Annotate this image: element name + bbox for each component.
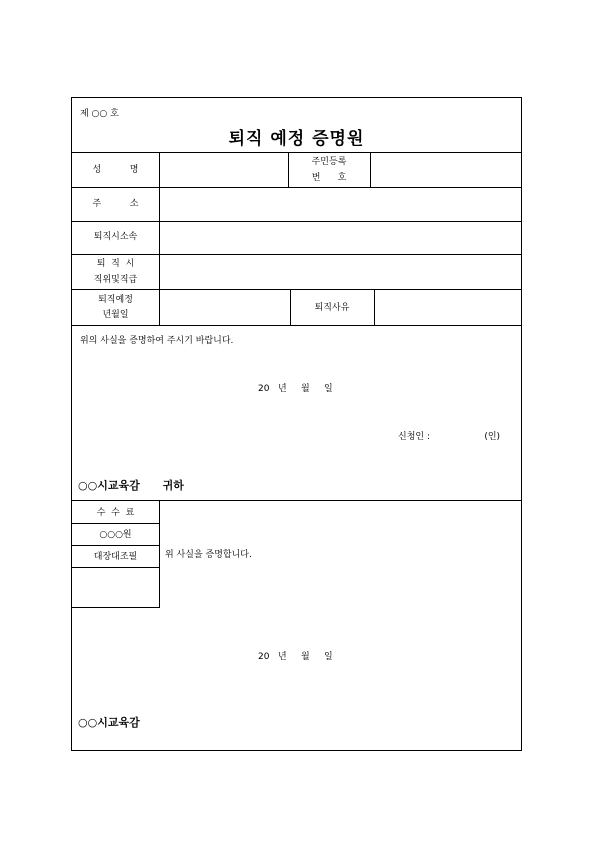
row-divider: [72, 325, 521, 326]
address-field[interactable]: [160, 188, 521, 220]
affiliation-field[interactable]: [160, 222, 521, 253]
resident-number-label-line1: 주민등록: [311, 157, 347, 167]
fee-row-divider: [72, 545, 159, 546]
retirement-date-label-line2: 년월일: [102, 310, 129, 320]
fee-box-divider: [159, 500, 160, 607]
retirement-reason-label: 퇴직사유: [314, 303, 350, 313]
ledger-check-label: 대장대조필: [93, 552, 138, 562]
fee-label: 수 수 료: [96, 508, 135, 518]
position-label-line2: 직위및직급: [93, 275, 138, 285]
affiliation-label: 퇴직시소속: [93, 232, 138, 242]
fee-row-divider: [72, 523, 159, 524]
retirement-date-field[interactable]: [160, 290, 289, 324]
request-date: 20 년 월 일: [258, 384, 333, 394]
issuer-line: ○○시교육감: [78, 716, 140, 729]
certification-date: 20 년 월 일: [258, 652, 333, 662]
certification-statement: 위 사실을 증명합니다.: [165, 550, 252, 560]
document-number: 제 ○○ 호: [80, 109, 119, 119]
certificate-form: [71, 97, 522, 751]
fee-value: ○○○원: [99, 530, 132, 540]
position-label-line1: 퇴 직 시: [96, 259, 135, 269]
recipient-line: ○○시교육감 귀하: [78, 479, 184, 492]
ledger-check-stamp-field[interactable]: [73, 568, 158, 606]
resident-number-field[interactable]: [371, 153, 521, 186]
retirement-reason-field[interactable]: [375, 290, 521, 324]
position-field[interactable]: [160, 255, 521, 288]
request-statement: 위의 사실을 증명하여 주시기 바랍니다.: [80, 336, 234, 346]
resident-number-label-line2: 번 호: [311, 173, 347, 183]
retirement-date-label-line1: 퇴직예정: [98, 295, 133, 305]
applicant-signature: 신청인 : (인): [398, 432, 501, 442]
address-label: 주 소: [92, 199, 139, 209]
name-field[interactable]: [160, 153, 287, 186]
fee-box-bottom: [72, 607, 160, 608]
section-divider: [72, 500, 521, 501]
form-title: 퇴직 예정 증명원: [228, 129, 365, 149]
name-label: 성 명: [92, 165, 139, 175]
